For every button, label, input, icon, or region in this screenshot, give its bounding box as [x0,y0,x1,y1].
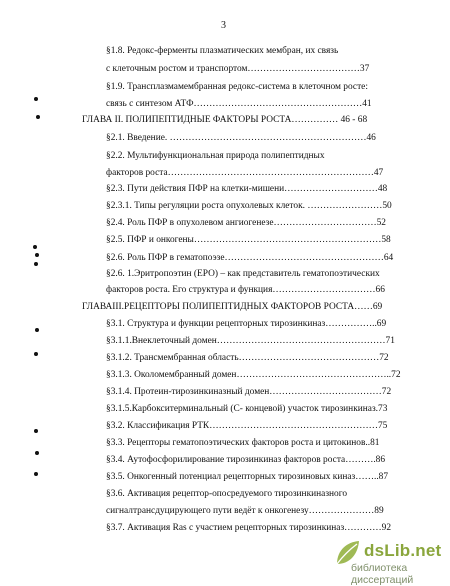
toc-line: §2.6. 1.Эритропоэтин (ЕРО) – как представитель гематопоэтических [106,269,380,279]
watermark-brand: dsLib.net [364,541,442,560]
page-number: 3 [221,20,226,31]
toc-line: §3.4. Аутофосфорилирование тирозинкиназ факторов роста……….86 [106,455,386,465]
toc-line: §2.3.1. Типы регуляции роста опухолевых клеток. ……………………50 [106,201,392,211]
watermark-subtitle: библиотека диссертаций [351,562,414,586]
toc-line: §2.3. Пути действия ПФР на клетки-мишени…………………………48 [106,184,388,194]
margin-dot [35,328,39,332]
chapter-heading: ГЛАВА II. ПОЛИПЕПТИДНЫЕ ФАКТОРЫ РОСТА…………… 46 - 68 [82,115,368,125]
margin-dot [34,429,38,433]
toc-line: факторов роста. Его структура и функция……………………………66 [106,285,385,295]
toc-line: §2.4. Роль ПФР в опухолевом ангиогенезе……………………………52 [106,218,386,228]
toc-line: §2.6. Роль ПФР в гематопоэзе……………………………………………64 [106,253,394,263]
toc-line: §3.1. Структура и функции рецепторных тирозинкиназ……………..69 [106,319,387,329]
toc-line: §2.5. ПФР и онкогены……………………………………………………58 [106,235,391,245]
toc-line: связь с синтезом АТФ………………………………………………41 [106,99,372,109]
margin-dot [34,97,38,101]
toc-line: §3.7. Активация Ras с участием рецепторных тирозинкиназ…………92 [106,523,392,533]
toc-line: сигналтрансдуцирующего пути ведёт к онкогенезу…………………89 [106,506,384,516]
toc-line: §1.9. Трансплазмамембранная редокс-система в клеточном росте: [106,82,368,92]
toc-line: §2.2. Мультифункциональная природа полипептидных [106,151,325,161]
toc-line: §3.6. Активация рецептор-опосредуемого тирозинкиназного [106,489,348,499]
toc-line: §3.1.4. Протеин-тирозинкиназный домен………………………………72 [106,387,392,397]
margin-dot [34,472,38,476]
toc-line: §3.1.3. Околомембранный домен…………………………………………..72 [106,370,401,380]
toc-line: §3.5. Онкогенный потенциал рецепторных тирозиновых киназ……..87 [106,472,389,482]
chapter-heading: ГЛАВАIII.РЕЦЕПТОРЫ ПОЛИПЕПТИДНЫХ ФАКТОРОВ РОСТА……69 [82,302,383,312]
margin-dot [34,262,38,266]
toc-line: §3.1.5.Карбокситерминальный (С- концевой) участок тирозинкиназ.73 [106,404,388,414]
toc-line: §3.3. Рецепторы гематопоэтических факторов роста и цитокинов..81 [106,438,380,448]
toc-line: §1.8. Редокс-ферменты плазматических мембран, их связь [106,46,339,56]
toc-line: §3.1.1.Внеклеточный домен………………………………………………71 [106,336,395,346]
margin-dot [35,253,39,257]
margin-dot [33,245,37,249]
toc-line: §3.2. Классификация РТК………………………………………………75 [106,421,388,431]
toc-line: §3.1.2. Трансмембранная область………………………………………72 [106,353,389,363]
margin-dot [35,451,39,455]
toc-line: факторов роста…………………………………………………………47 [106,168,384,178]
margin-dot [34,352,38,356]
toc-line: с клеточным ростом и транспортом………………………………37 [106,64,370,74]
margin-dot [36,115,40,119]
toc-line: §2.1. Введение. ………………………………………………………46 [106,133,376,143]
